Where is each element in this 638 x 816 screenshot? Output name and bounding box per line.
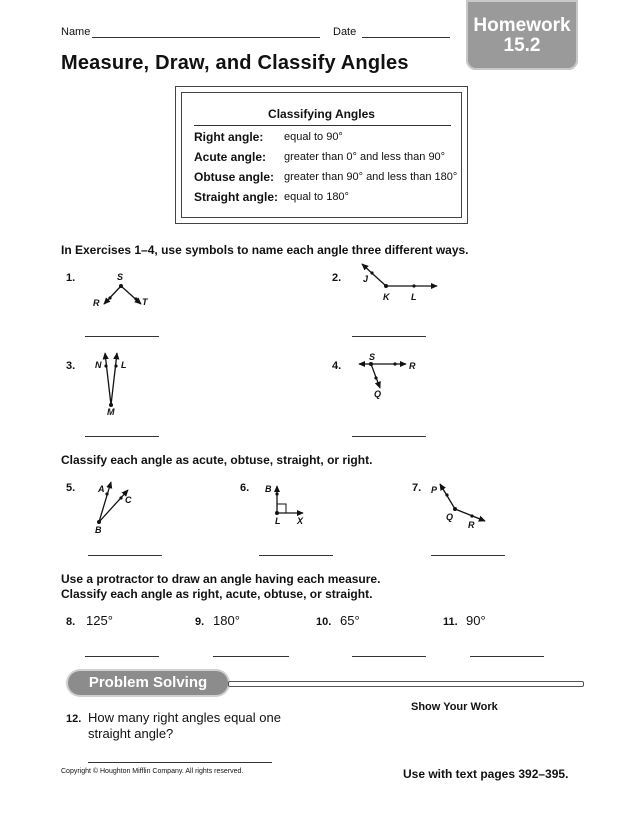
problem-solving-banner: Problem Solving (68, 671, 228, 695)
exercise-7-answer-line[interactable] (431, 555, 505, 556)
acute-angle-definition: greater than 0° and less than 90° (284, 151, 446, 163)
ex5-label-b: B (95, 525, 102, 535)
ex7-label-p: P (431, 485, 438, 495)
copyright-notice: Copyright © Houghton Mifflin Company. All rights reserved. (61, 768, 244, 775)
ex7-label-q: Q (446, 512, 454, 522)
ex3-label-l: L (121, 360, 127, 370)
ex6-label-b: B (265, 484, 272, 494)
classifying-angles-title: Classifying Angles (268, 107, 375, 121)
ex5-label-c: C (125, 495, 132, 505)
ex6-label-x: X (297, 516, 304, 526)
exercise-2-angle (362, 264, 437, 288)
exercise-2-answer-line[interactable] (352, 336, 426, 337)
right-angle-term: Right angle: (194, 130, 264, 144)
exercise-10-answer-line[interactable] (352, 656, 426, 657)
ex4-label-s: S (369, 352, 376, 362)
name-label: Name (61, 26, 91, 38)
section3-instruction-line1: Use a protractor to draw an angle having each measure. (61, 572, 381, 586)
ex1-label-s: S (117, 272, 124, 282)
straight-angle-definition: equal to 180° (284, 191, 349, 203)
exercise-6-angle (275, 486, 303, 515)
exercise-3-answer-line[interactable] (85, 436, 159, 437)
exercise-4-angle (359, 362, 406, 388)
exercise-5-answer-line[interactable] (88, 555, 162, 556)
exercise-2-number: 2. (332, 272, 342, 284)
homework-label: Homework (473, 15, 571, 36)
exercise-12-question-line2: straight angle? (88, 726, 174, 741)
ex1-label-t: T (142, 297, 148, 307)
right-angle-definition: equal to 90° (284, 131, 343, 143)
exercise-1-number: 1. (66, 272, 76, 284)
ex7-label-r: R (468, 520, 475, 530)
exercise-5-number: 5. (66, 482, 76, 494)
problem-solving-rule (228, 681, 584, 687)
ex3-label-n: N (95, 360, 102, 370)
section1-instruction: In Exercises 1–4, use symbols to name each angle three different ways. (61, 243, 469, 257)
exercise-11-number: 11. (443, 616, 458, 628)
ex2-label-j: J (363, 274, 369, 284)
exercise-1-angle (104, 284, 141, 304)
obtuse-angle-definition: greater than 90° and less than 180° (284, 171, 458, 183)
exercise-3-angle (104, 353, 117, 407)
exercise-10-measure: 65° (340, 613, 360, 628)
ex2-label-k: K (383, 292, 390, 302)
acute-angle-term: Acute angle: (194, 150, 267, 164)
obtuse-angle-term: Obtuse angle: (194, 170, 275, 184)
section2-instruction: Classify each angle as acute, obtuse, straight, or right. (61, 453, 373, 467)
exercise-12-answer-line[interactable] (88, 762, 272, 763)
exercise-4-number: 4. (332, 360, 342, 372)
ex6-label-l: L (275, 516, 281, 526)
exercise-9-number: 9. (195, 616, 205, 628)
ex2-label-l: L (411, 292, 417, 302)
ex4-label-q: Q (374, 389, 382, 399)
exercise-6-answer-line[interactable] (259, 555, 333, 556)
exercise-1-answer-line[interactable] (85, 336, 159, 337)
exercise-3-number: 3. (66, 360, 76, 372)
exercise-9-answer-line[interactable] (213, 656, 289, 657)
exercise-4-answer-line[interactable] (352, 436, 426, 437)
exercise-6-number: 6. (240, 482, 250, 494)
exercise-11-answer-line[interactable] (470, 656, 544, 657)
ex4-label-r: R (409, 361, 416, 371)
ex5-label-a: A (98, 484, 105, 494)
exercise-12-question-line1: How many right angles equal one (88, 710, 281, 725)
page-title: Measure, Draw, and Classify Angles (61, 52, 409, 74)
exercise-9-measure: 180° (213, 613, 240, 628)
date-label: Date (333, 26, 357, 38)
ex1-label-r: R (93, 298, 100, 308)
exercise-8-measure: 125° (86, 613, 113, 628)
exercise-10-number: 10. (316, 616, 332, 628)
exercise-8-number: 8. (66, 616, 76, 628)
text-pages-reference: Use with text pages 392–395. (403, 767, 569, 781)
exercise-8-answer-line[interactable] (85, 656, 159, 657)
exercise-11-measure: 90° (466, 613, 486, 628)
homework-number: 15.2 (503, 35, 541, 56)
section3-instruction-line2: Classify each angle as right, acute, obtuse, or straight. (61, 587, 373, 601)
straight-angle-term: Straight angle: (194, 190, 279, 204)
ex3-label-m: M (107, 407, 115, 417)
exercise-7-number: 7. (412, 482, 422, 494)
show-your-work-label: Show Your Work (411, 701, 498, 713)
exercise-12-number: 12. (66, 713, 82, 725)
